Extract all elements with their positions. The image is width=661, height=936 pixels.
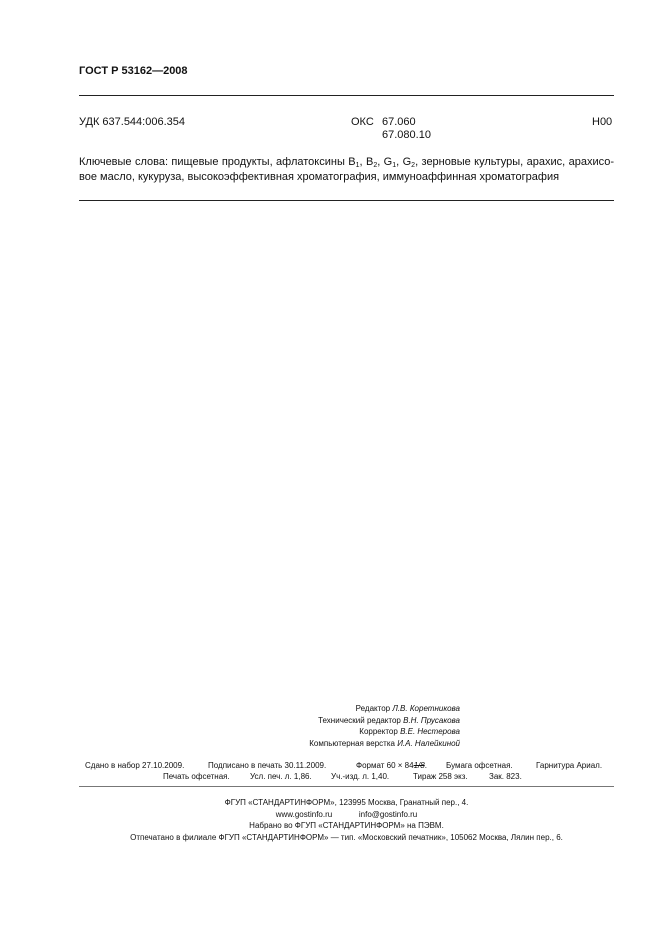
print-format (356, 761, 427, 770)
publisher-address: ФГУП «СТАНДАРТИНФОРМ», 123995 Москва, Гранатный пер., 4. (224, 798, 469, 807)
credit-role: Компьютерная верстка (309, 738, 395, 748)
credit-name: Л.В. Коретникова (392, 704, 460, 713)
credit-editor (200, 703, 460, 715)
subscript-3: 1 (392, 162, 397, 169)
credits-block (200, 703, 460, 749)
publisher-divider (79, 786, 614, 787)
print-signed: Подписано в печать 30.11.2009. (208, 761, 327, 770)
udk-code: УДК 637.544:006.354 (79, 116, 185, 128)
publisher-typeset: Набрано во ФГУП «СТАНДАРТИНФОРМ» на ПЭВМ. (249, 821, 444, 830)
publisher-printed: Отпечатано в филиале ФГУП «СТАНДАРТИНФОРМ» — тип. «Московский печатник», 105062 Москва, Лялин пер., 6. (130, 832, 563, 842)
keywords-sep-2: , G (377, 156, 393, 168)
credit-tech-editor (200, 715, 460, 727)
print-run: Тираж 258 экз. (413, 772, 468, 781)
credit-proofreader (200, 726, 460, 738)
subscript-1: 1 (355, 162, 360, 169)
print-order: Зак. 823. (489, 772, 522, 781)
oks-label: ОКС (351, 116, 374, 128)
credit-name: В.Н. Прусакова (403, 715, 460, 725)
format-suffix: . (424, 761, 427, 770)
credit-name: И.А. Налейкиной (397, 738, 460, 748)
credit-role: Технический редактор (318, 715, 401, 725)
keywords-sep-3: , G (396, 156, 412, 168)
format-prefix: Формат 60 × 84 (356, 761, 414, 770)
print-pub-sheets: Уч.-изд. л. 1,40. (331, 772, 390, 781)
publisher-email: info@gostinfo.ru (358, 809, 418, 819)
publisher-block (79, 797, 614, 843)
keywords-label: Ключевые слова: (79, 156, 169, 168)
publisher-website: www.gostinfo.ru (275, 809, 333, 819)
standard-number: ГОСТ Р 53162—2008 (79, 65, 188, 77)
print-sent: Сдано в набор 27.10.2009. (85, 761, 185, 770)
publisher-contacts (79, 809, 614, 821)
print-font: Гарнитура Ариал. (536, 761, 603, 770)
keywords-block (79, 155, 614, 185)
bottom-divider (79, 200, 614, 201)
credit-layout (200, 738, 460, 750)
keywords-text-b: , зерновые культуры, арахис, арахисо- (415, 156, 614, 168)
group-code: Н00 (592, 116, 613, 128)
subscript-4: 2 (411, 162, 416, 169)
print-method: Печать офсетная. (163, 772, 230, 781)
keywords-text-a: пищевые продукты, афлатоксины B (171, 156, 356, 168)
keywords-sep-1: , B (359, 156, 374, 168)
credit-name: В.Е. Нестерова (400, 727, 460, 736)
keywords-line-2: вое масло, кукуруза, высокоэффективная хроматография, иммуноаффинная хроматография (79, 171, 560, 183)
oks-code-2: 67.080.10 (382, 129, 431, 141)
top-divider (79, 95, 614, 96)
credit-role: Корректор (359, 727, 398, 736)
format-fraction: 1/8 (413, 761, 425, 770)
keywords-line-1 (79, 155, 614, 170)
oks-code-1: 67.060 (382, 116, 416, 128)
subscript-2: 2 (373, 162, 378, 169)
credit-role: Редактор (355, 704, 391, 713)
print-conv-sheets: Усл. печ. л. 1,86. (250, 772, 312, 781)
print-paper: Бумага офсетная. (446, 761, 513, 770)
